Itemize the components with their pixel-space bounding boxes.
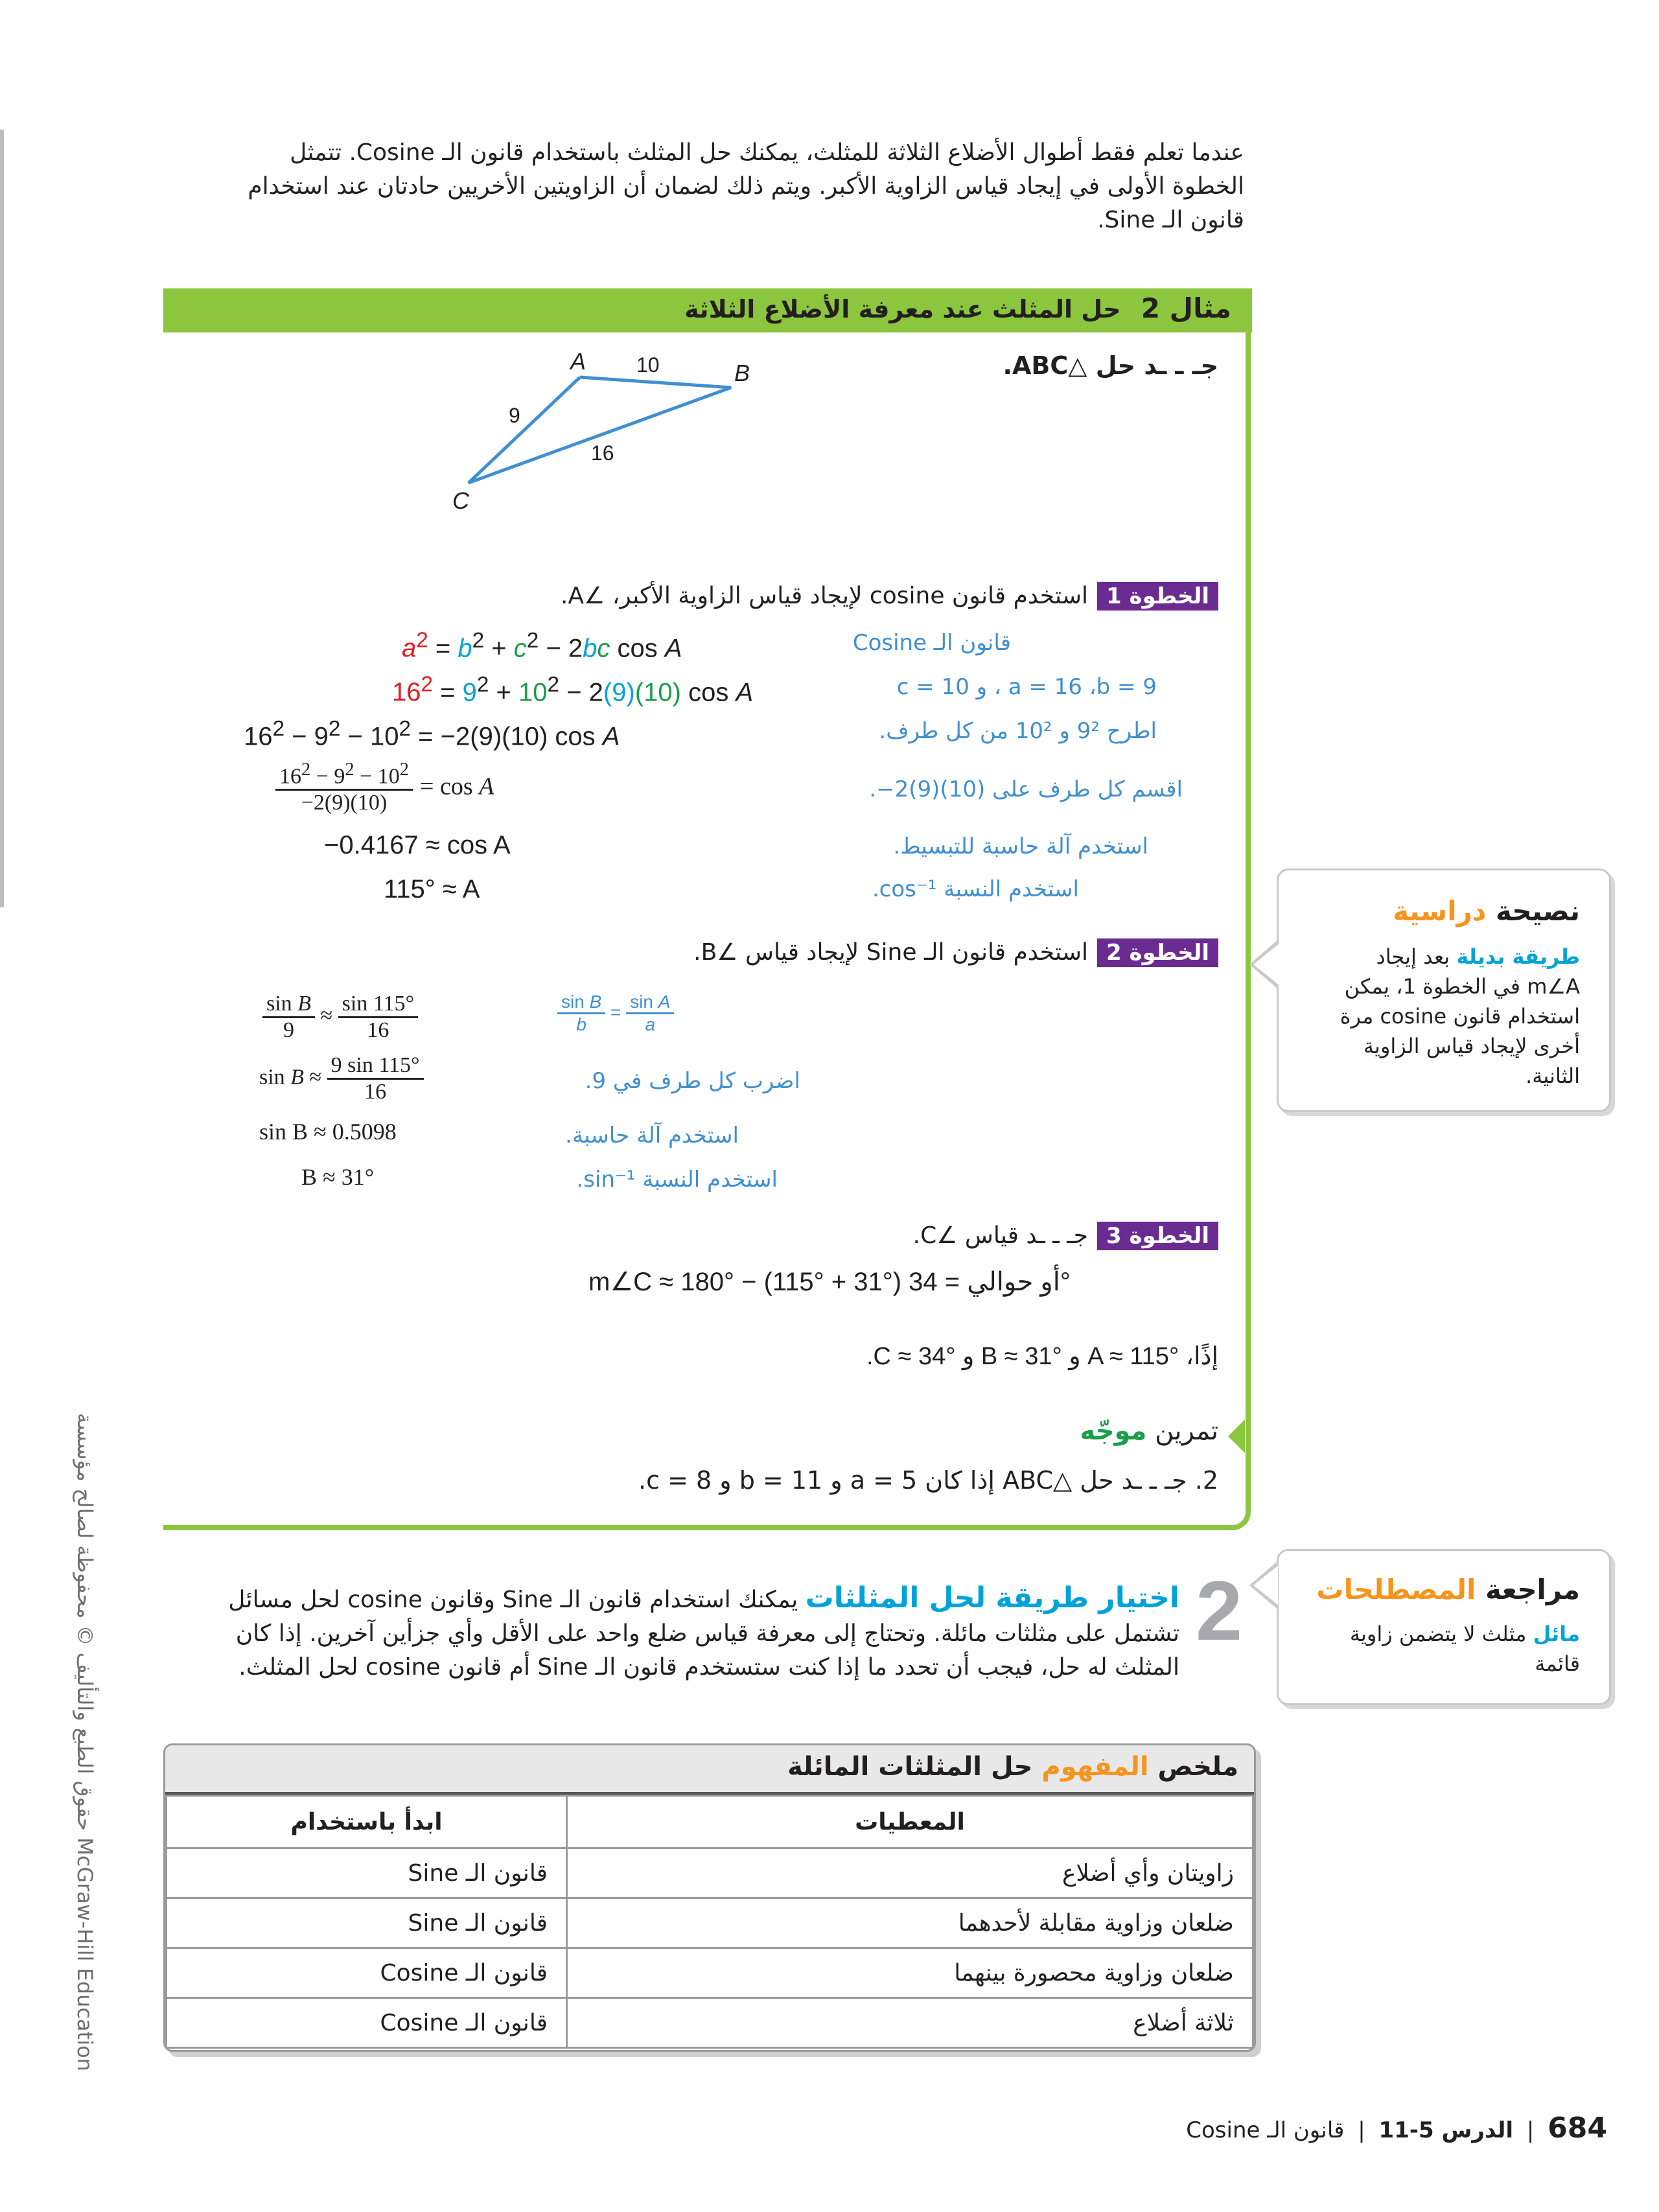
step1-eq4: −0.4167 ≈ cos A <box>324 831 511 859</box>
footer-topic: قانون الـ Cosine <box>1186 2117 1345 2143</box>
step2-eq1: $\frac{\text{sin B}}{9}$ ≈ $\frac{\sin 115^\circ}{16}$ <box>262 992 418 1043</box>
footer-lesson: الدرس 5-11 <box>1378 2117 1514 2143</box>
table-header-given: المعطيات <box>567 1796 1253 1848</box>
footer-divider: | <box>1526 2117 1535 2143</box>
concept-summary-table <box>163 1743 1256 2052</box>
table-row: ضلعان وزاوية محصورة بينهما قانون الـ Cosine <box>167 1948 1253 1998</box>
step3-result: إذًا، A ≈ 115° و B ≈ 31° و C ≈ 34°. <box>866 1343 1218 1370</box>
section2-paragraph: اختيار طريقة لحل المثلثات يمكنك استخدام قانون الـ Sine وقانون cosine لحل مسائل تشتمل على مثلثات مائلة. وتحتاج إلى معرفة قياس ضلع واحد على الأقل وأي جزأين آخرين. إذا كان المثلث له حل، فيجب أن تحدد ما إذا كنت ستستخدم قانون الـ Sine أم قانون cosine لحل المثلث. <box>228 1581 1179 1681</box>
page-edge-bar <box>0 130 4 907</box>
step1-heading <box>561 582 1218 611</box>
step2-ann1: اضرب كل طرف في 9. <box>585 1068 800 1094</box>
step2-eq3: sin B ≈ 0.5098 <box>259 1119 397 1145</box>
vertex-b-label: B <box>734 360 750 386</box>
example-title-text: حل المثلث عند معرفة الأضلاع الثلاثة <box>684 295 1121 323</box>
triangle-diagram <box>441 343 778 525</box>
page-number: 684 <box>1548 2112 1607 2145</box>
step2-law-of-sines: $\frac{\text{sin B}}{b}$ = $\frac{\text{sin A}}{a}$ <box>557 992 674 1035</box>
step1-eq-frac: $\frac{16^2 - 9^2 - 10^2}{-2(9)(10)}$ = cos A <box>275 760 494 815</box>
example-solve-prompt: جـ ـ ـد حل △ABC. <box>1003 351 1218 380</box>
step1-text: استخدم قانون cosine لإيجاد قياس الزاوية الأكبر، ∠A. <box>561 583 1089 609</box>
triangle-shape <box>469 377 731 483</box>
guided-arrow-icon <box>1228 1419 1245 1453</box>
step1-badge: الخطوة 1 <box>1097 582 1218 611</box>
step1-ann6: استخدم النسبة cos⁻¹. <box>872 876 1079 902</box>
intro-paragraph <box>194 136 1244 237</box>
step2-ann2: استخدم آلة حاسبة. <box>565 1123 739 1148</box>
step1-ann4: اقسم كل طرف على (10)(9)2−. <box>869 776 1183 802</box>
step2-badge: الخطوة 2 <box>1097 938 1218 967</box>
table-row: زاويتان وأي أضلاع قانون الـ Sine <box>167 1848 1253 1898</box>
section2-heading: اختيار طريقة لحل المثلثات <box>805 1581 1179 1614</box>
table-header-start: ابدأ باستخدام <box>167 1796 567 1848</box>
table-row: ضلعان وزاوية مقابلة لأحدهما قانون الـ Sine <box>167 1898 1253 1948</box>
vertex-a-label: A <box>570 348 586 375</box>
step1-ann3: اطرح 9² و 10² من كل طرف. <box>879 718 1157 744</box>
guided-problem: 2. جـ ـ ـد حل △ABC إذا كان a = 5 و b = 11 و c = 8. <box>638 1466 1218 1495</box>
study-tip-title: نصيحة دراسية <box>1393 895 1580 927</box>
step2-text: استخدم قانون الـ Sine لإيجاد قياس ∠B. <box>693 939 1089 966</box>
side-bc-label: 16 <box>591 441 614 465</box>
concept-summary-title: ملخص المفهوم حل المثلثات المائلة <box>787 1752 1238 1782</box>
side-ab-label: 10 <box>636 353 660 377</box>
intro-line-2: الخطوة الأولى في إيجاد قياس الزاوية الأكبر. ويتم ذلك لضمان أن الزاويتين الأخريين حادتان عند استخدام <box>248 173 1244 200</box>
study-tip-box <box>1277 868 1611 1112</box>
study-tip-body: طريقة بديلة بعد إيجاد m∠A في الخطوة 1، يمكن استخدام قانون cosine مرة أخرى لإيجاد قياس الزاوية الثانية. <box>1340 944 1580 1088</box>
vocab-body: مائل مثلث لا يتضمن زاوية قائمة <box>1349 1622 1580 1676</box>
step3-badge: الخطوة 3 <box>1097 1222 1218 1250</box>
guided-practice-title: تمرين موجّه <box>1080 1416 1218 1446</box>
step3-heading <box>913 1222 1218 1250</box>
step1-eq5: 115° ≈ A <box>384 875 480 903</box>
side-ac-label: 9 <box>509 404 520 427</box>
example-number: مثال 2 <box>1141 292 1231 324</box>
step2-heading <box>693 938 1218 967</box>
table-row: ثلاثة أضلاع قانون الـ Cosine <box>167 1998 1253 2048</box>
step1-ann1: قانون الـ Cosine <box>852 630 1011 656</box>
step2-eq2: sin B ≈ $\frac{9 \sin 115^\circ}{16}$ <box>259 1053 424 1104</box>
concept-table <box>165 1795 1254 2049</box>
study-tip-pointer-inner <box>1253 944 1279 985</box>
step1-eq1: $a^2 = b^2 + c^2 - 2bc$ cos A <box>402 629 682 663</box>
step1-ann2: a = 16 ،b = 9 ، و c = 10 <box>896 674 1157 700</box>
step1-ann5: استخدم آلة حاسبة للتبسيط. <box>893 833 1148 859</box>
step3-eq: m∠C ≈ 180° − (115° + 31°) أو حوالي = 34° <box>588 1268 1071 1296</box>
page-footer <box>1186 2112 1607 2145</box>
intro-line-1: عندما تعلم فقط أطوال الأضلاع الثلاثة للمثلث، يمكنك حل المثلث باستخدام قانون الـ Cosine. تتمثل <box>290 139 1244 166</box>
step1-eq3: $16^2 - 9^2 - 10^2 = -2(9)(10)$ cos A <box>244 717 620 751</box>
table-header-row <box>167 1796 1253 1848</box>
section2-number: 2 <box>1196 1563 1243 1658</box>
step3-text: جـ ـ ـد قياس ∠C. <box>912 1222 1089 1249</box>
example-title <box>684 292 1231 324</box>
copyright-vertical: حقوق الطبع والتأليف © محفوظة لصالح مؤسسة McGraw-Hill Education <box>73 1413 97 2071</box>
footer-divider-2: | <box>1358 2117 1365 2143</box>
vocab-title: مراجعة المصطلحات <box>1316 1574 1580 1605</box>
step2-eq4: B ≈ 31° <box>301 1164 375 1190</box>
step1-eq2: $16^2 = 9^2 + 10^2 - 2(9)(10)$ cos A <box>392 673 754 707</box>
vertex-c-label: C <box>452 487 469 514</box>
vocab-review-box <box>1277 1549 1611 1705</box>
step2-ann3: استخدم النسبة sin⁻¹. <box>576 1167 778 1193</box>
concept-summary-header <box>165 1745 1254 1795</box>
vocab-pointer-inner <box>1253 1566 1278 1605</box>
intro-line-3: قانون الـ Sine. <box>1097 207 1244 233</box>
